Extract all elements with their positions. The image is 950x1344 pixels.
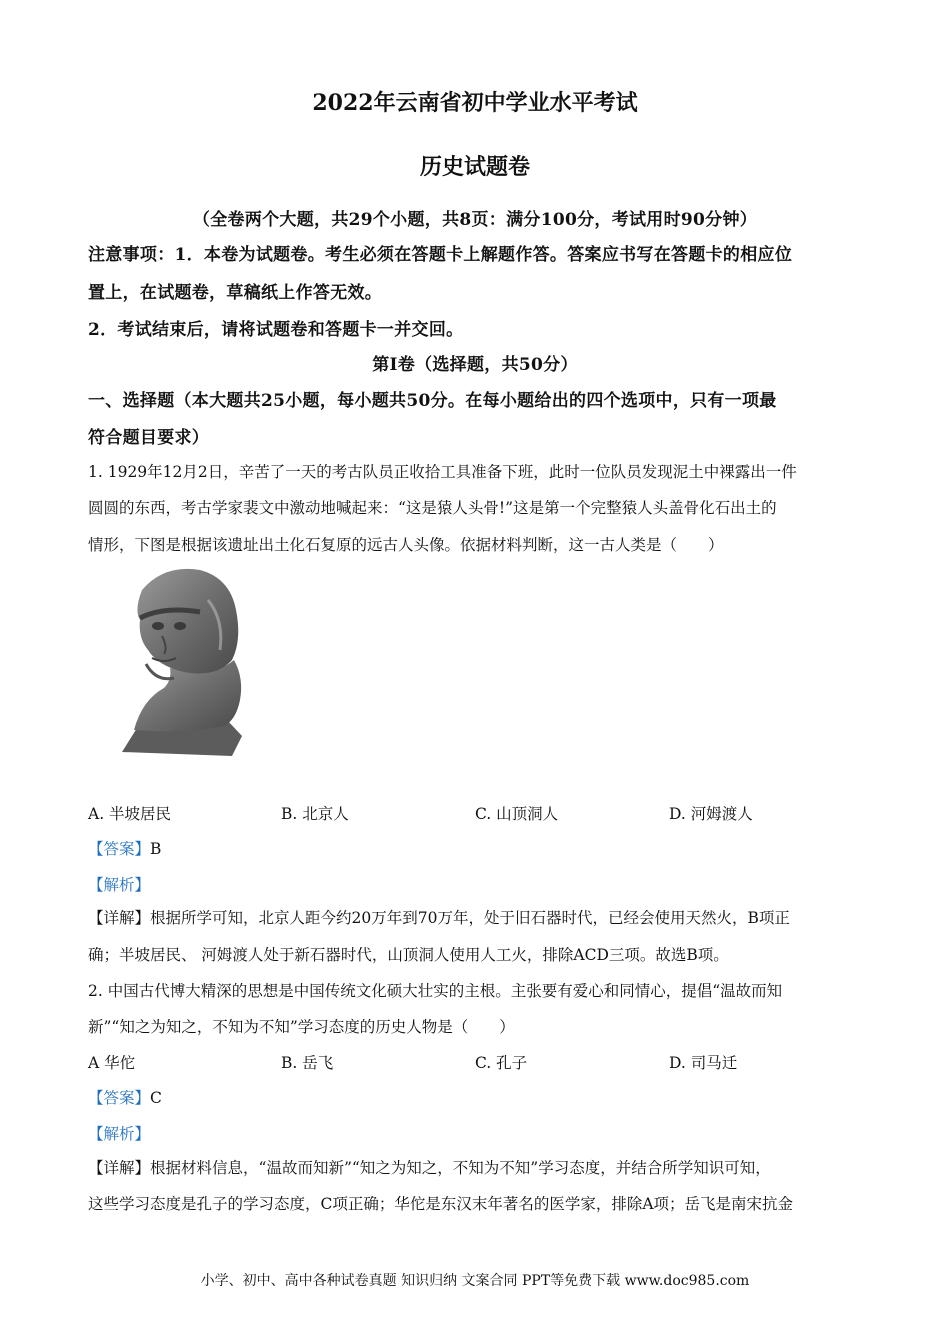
q1-analysis-label: 【解析】 <box>88 876 151 894</box>
q2-detail-label: 【详解】 <box>88 1159 151 1177</box>
q2-option-c: C. 孔子 <box>475 1054 528 1072</box>
notes-line-1: 注意事项：1．本卷为试题卷。考生必须在答题卡上解题作答。答案应书写在答题卡的相应位 <box>88 245 793 265</box>
q1-option-d: D. 河姆渡人 <box>669 805 753 823</box>
q1-option-c: C. 山顶洞人 <box>475 805 559 823</box>
q1-answer-label: 【答案】 <box>88 840 151 858</box>
q2-detail-line-2: 这些学习态度是孔子的学习态度，C项正确；华佗是东汉末年著名的医学家，排除A项；岳飞是南宋抗金 <box>88 1195 794 1213</box>
q2-detail-text-1: 根据材料信息，“温故而知新”“知之为知之，不知为不知”学习态度，并结合所学知识可知， <box>150 1159 771 1177</box>
exam-subtitle: 历史试题卷 <box>419 154 530 180</box>
q1-stem-line-3: 情形，下图是根据该遗址出土化石复原的远古人头像。依据材料判断，这一古人类是（ ） <box>88 536 724 554</box>
q1-stem-line-2: 圆圆的东西，考古学家裴文中激动地喊起来：“这是猿人头骨!”这是第一个完整猿人头盖骨化石出土的 <box>88 499 777 517</box>
q2-option-a: A 华佗 <box>88 1054 136 1072</box>
q1-detail-line-2: 确；半坡居民、 河姆渡人处于新石器时代，山顶洞人使用人工火，排除ACD三项。故选B项。 <box>88 946 729 964</box>
q2-detail-line-1 <box>88 1156 771 1178</box>
q1-detail-line-1 <box>88 906 790 928</box>
q2-stem-line-1: 2. 中国古代博大精深的思想是中国传统文化硕大壮实的主根。主张要有爱心和同情心，提倡“温故而知 <box>88 982 783 1000</box>
page-footer: 小学、初中、高中各种试卷真题 知识归纳 文案合同 PPT等免费下载 www.doc985.com <box>200 1273 750 1289</box>
q1-detail-label: 【详解】 <box>88 909 151 927</box>
q2-answer-value: C <box>150 1089 162 1107</box>
exam-title: 2022年云南省初中学业水平考试 <box>312 90 638 116</box>
exam-info: （全卷两个大题，共29个小题，共8页：满分100分，考试用时90分钟） <box>192 210 758 230</box>
q2-analysis-label: 【解析】 <box>88 1125 151 1143</box>
q1-option-b: B. 北京人 <box>281 805 349 823</box>
q1-answer-value: B <box>150 840 162 858</box>
section-heading-line-1: 一、选择题（本大题共25小题，每小题共50分。在每小题给出的四个选项中，只有一项最 <box>88 391 777 411</box>
q1-option-a: A. 半坡居民 <box>88 805 172 823</box>
section-heading-line-2: 符合题目要求） <box>88 428 210 448</box>
volume-heading: 第Ⅰ卷（选择题，共50分） <box>372 355 578 375</box>
q2-stem-line-2: 新”“知之为知之，不知为不知”学习态度的历史人物是（ ） <box>88 1018 515 1036</box>
q2-option-d: D. 司马迁 <box>669 1054 738 1072</box>
q1-stem-line-1: 1. 1929年12月2日，辛苦了一天的考古队员正收拾工具准备下班，此时一位队员发现泥土中裸露出一件 <box>88 463 797 481</box>
q1-answer <box>88 837 161 859</box>
notes-line-3: 2．考试结束后，请将试题卷和答题卡一并交回。 <box>88 320 464 340</box>
peking-man-bust-image <box>112 560 252 760</box>
q2-answer-label: 【答案】 <box>88 1089 151 1107</box>
q2-answer <box>88 1086 162 1108</box>
notes-line-2: 置上，在试题卷，草稿纸上作答无效。 <box>88 283 383 303</box>
q2-option-b: B. 岳飞 <box>281 1054 334 1072</box>
q1-detail-text-1: 根据所学可知，北京人距今约20万年到70万年，处于旧石器时代，已经会使用天然火，B项正 <box>150 909 790 927</box>
